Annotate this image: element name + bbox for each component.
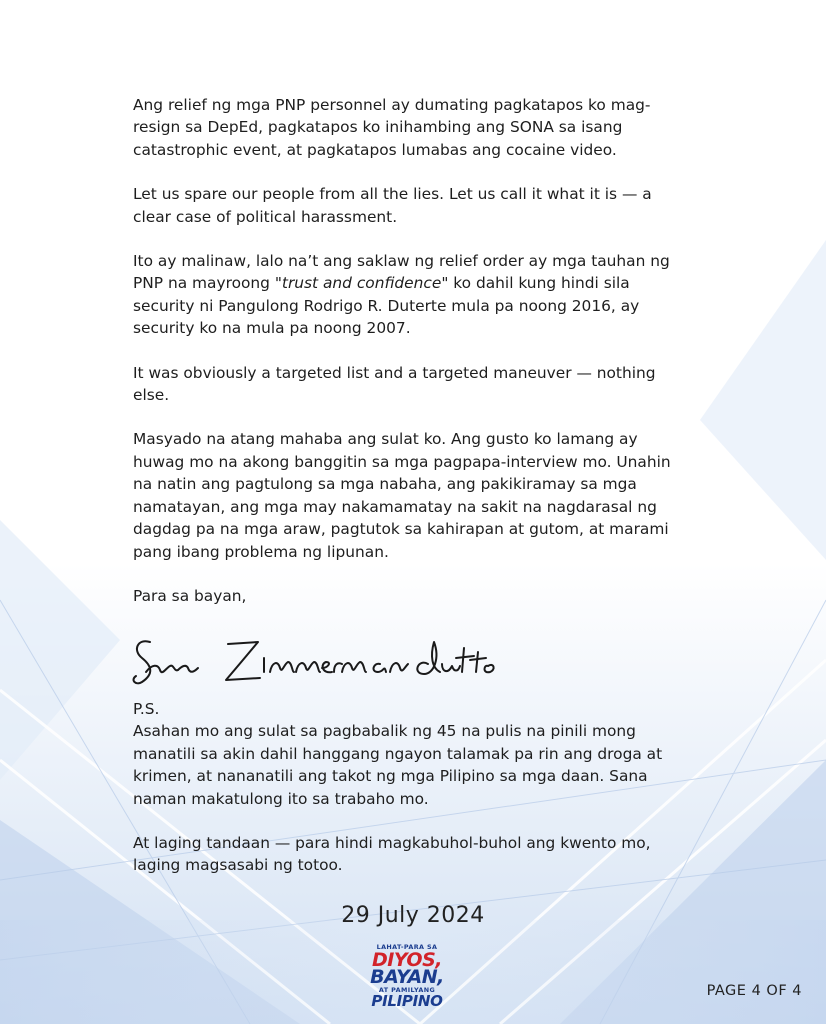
emphasis-text: trust and confidence: [281, 274, 442, 293]
logo-line: PILIPINO: [371, 992, 443, 1010]
paragraph: Let us spare our people from all the lies. Let us call it what it is — a clear case of political harassment.: [133, 185, 652, 226]
paragraph: It was obviously a targeted list and a targeted maneuver — nothing else.: [133, 363, 656, 405]
logo-line: DIYOS,: [372, 949, 442, 971]
logo-line: AT PAMILYANG: [378, 986, 436, 994]
paragraph: Masyado na atang mahaba ang sulat ko. Ang gusto ko lamang ay huwag mo na akong banggitin sa mga pagpapa-interview mo. Unahin na natin ang pagtulong sa mga nabaha, ang pakikiramay sa mga namatayan, ang mga may nakamamatay na sakit na nagdarasal ng dagdag pa na mga araw, pagtutok sa kahirapan at gutom, at marami pang ibang problema ng lipunan.: [133, 430, 671, 561]
closing-line: Para sa bayan,: [133, 586, 247, 605]
handwritten-signature: [128, 628, 498, 690]
letter-date: 29 July 2024: [341, 903, 485, 928]
logo-line: BAYAN,: [370, 966, 444, 988]
paragraph: Ito ay malinaw, lalo na’t ang saklaw ng relief order ay mga tauhan ng PNP na mayroong "trust and confidence" ko dahil kung hindi sila security ni Pangulong Rodrigo R. Duterte mula pa noong 2016, ay security ko na mula pa noong 2007.: [133, 252, 670, 338]
postscript-text: Asahan mo ang sulat sa pagbabalik ng 45 na pulis na pinili mong manatili sa akin dahil hanggang ngayon talamak pa rin ang droga at krimen, at nananatili ang takot ng mga Pilipino sa mga daan. Sana naman makatulong ito sa trabaho mo.: [133, 722, 663, 808]
campaign-logo: [362, 943, 452, 1013]
paragraph: Ang relief ng mga PNP personnel ay dumating pagkatapos ko mag-resign sa DepEd, pagkatapos ko inihambing ang SONA sa isang catastrophic event, at pagkatapos lumabas ang cocaine video.: [133, 96, 651, 159]
postscript-final: At laging tandaan — para hindi magkabuhol-buhol ang kwento mo, laging magsasabi ng totoo.: [133, 834, 651, 875]
logo-line: LAHAT-PARA SA: [376, 943, 438, 951]
postscript-body: [133, 698, 693, 720]
postscript-label: P.S.: [133, 700, 160, 718]
letter-body: [133, 94, 693, 607]
page-number: PAGE 4 OF 4: [706, 983, 802, 999]
postscript: [133, 698, 693, 899]
